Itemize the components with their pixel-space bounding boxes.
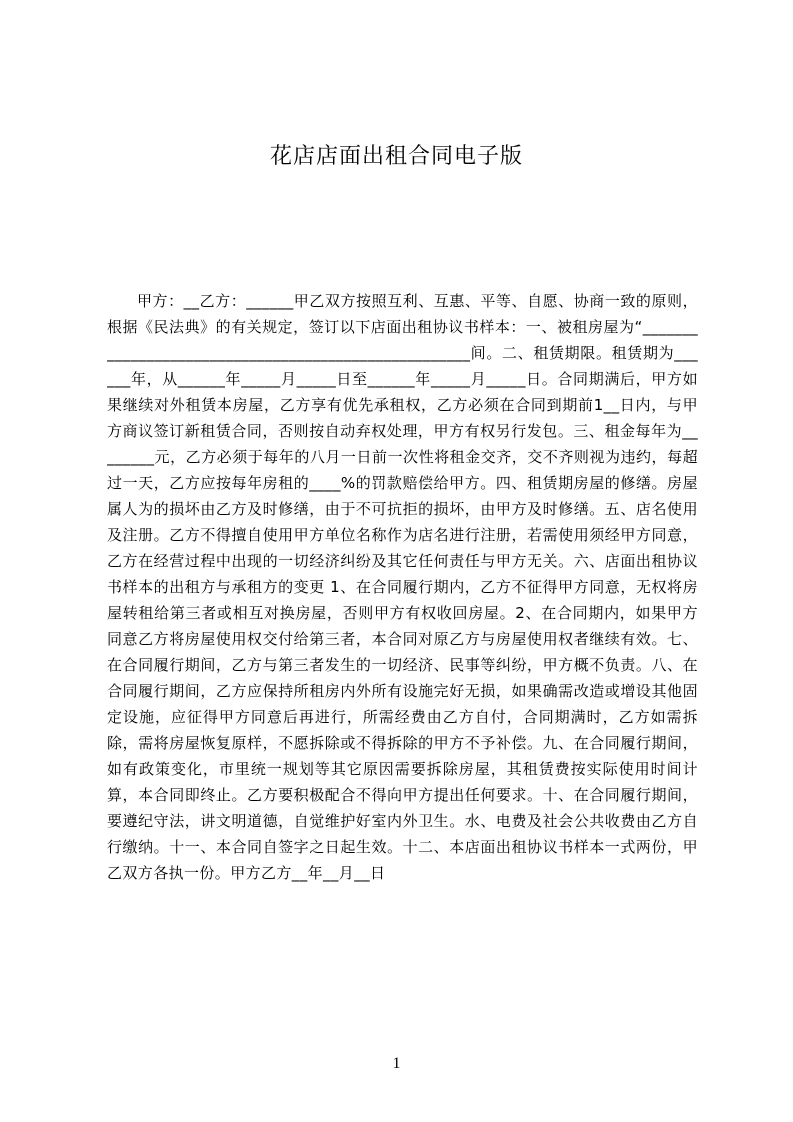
contract-body-text: 甲方：__乙方：______甲乙双方按照互利、互惠、平等、自愿、协商一致的原则，根据《民法典》的有关规定，签订以下店面出租协议书样本：一、被租房屋为“_____________________________________________________间。二、租赁期限。租赁期为______年，从______年_____月_____日至______年_____月_____日。合同期满后，甲方如果继续对外租赁本房屋，乙方享有优先承租权，乙方必须在合同到期前1__日内，与甲方商议签订新租赁合同，否则按自动弃权处理，甲方有权另行发包。三、租金每年为________元，乙方必须于每年的八月一日前一次性将租金交齐，交不齐则视为违约，每超过一天，乙方应按每年房租的____%的罚款赔偿给甲方。四、租赁期房屋的修缮。房屋属人为的损坏由乙方及时修缮，由于不可抗拒的损坏，由甲方及时修缮。五、店名使用及注册。乙方不得擅自使用甲方单位名称作为店名进行注册，若需使用须经甲方同意，乙方在经营过程中出现的一切经济纠纷及其它任何责任与甲方无关。六、店面出租协议书样本的出租方与承租方的变更 1、在合同履行期内，乙方不征得甲方同意，无权将房屋转租给第三者或相互对换房屋，否则甲方有权收回房屋。2、在合同期内，如果甲方同意乙方将房屋使用权交付给第三者，本合同对原乙方与房屋使用权者继续有效。七、在合同履行期间，乙方与第三者发生的一切经济、民事等纠纷，甲方概不负责。八、在合同履行期间，乙方应保持所租房内外所有设施完好无损，如果确需改造或增设其他固定设施，应征得甲方同意后再进行，所需经费由乙方自付，合同期满时，乙方如需拆除，需将房屋恢复原样，不愿拆除或不得拆除的甲方不予补偿。九、在合同履行期间，如有政策变化，市里统一规划等其它原因需要拆除房屋，其租赁费按实际使用时间计算，本合同即终止。乙方要积极配合不得向甲方提出任何要求。十、在合同履行期间，要遵纪守法，讲文明道德，自觉维护好室内外卫生。水、电费及社会公共收费由乙方自行缴纳。十一、本合同自签字之日起生效。十二、本店面出租协议书样本一式两份，甲乙双方各执一份。甲方乙方__年__月__日 [107, 292, 698, 882]
document-title: 花店店面出租合同电子版 [269, 144, 523, 169]
page-number: 1 [392, 1055, 401, 1072]
